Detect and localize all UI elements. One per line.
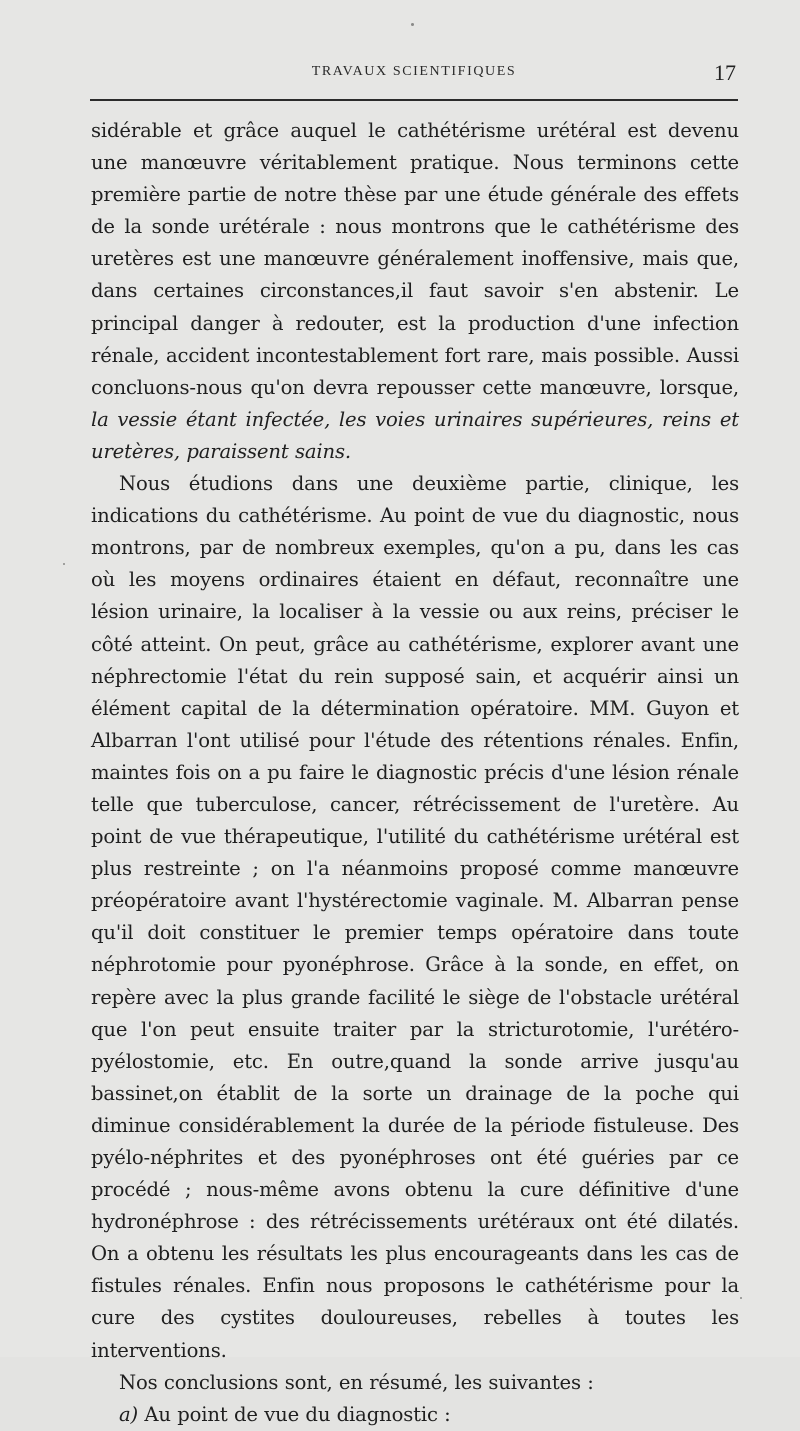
- header-rule: [90, 99, 738, 101]
- paper-speck: [411, 23, 414, 26]
- paragraph-continuation: [91, 115, 739, 468]
- paragraph-conclusions-intro: Nos conclusions sont, en résumé, les suivantes :: [119, 1370, 594, 1394]
- list-marker: a): [119, 1402, 139, 1426]
- page-number: 17: [714, 60, 736, 85]
- list-item-diagnostic: [91, 1399, 739, 1431]
- running-title: TRAVAUX SCIENTIFIQUES: [311, 64, 517, 79]
- paragraph-clinical-indications: Nous étudions dans une deuxième partie, clinique, les indications du cathétérisme. Au point de vue du diagnostic, nous montrons, par de nombreux exemples, qu'on a pu, dans les cas où les moyens ordinaires étaient en défaut, reconnaître une lésion urinaire, la localiser à la vessie ou aux reins, préciser le côté atteint. On peut, grâce au cathétérisme, explorer avant une néphrectomie l'état du rein supposé sain, et acquérir ainsi un élément capital de la détermination opératoire. MM. Guyon et Albarran l'ont utilisé pour l'étude des rétentions rénales. Enfin, maintes fois on a pu faire le diagnostic précis d'une lésion rénale telle que tuberculose, cancer, rétrécissement de l'uretère. Au point de vue thérapeutique, l'utilité du cathétérisme urétéral est plus restreinte ; on l'a néanmoins proposé comme manœuvre préopératoire avant l'hystérectomie vaginale. M. Albarran pense qu'il doit constituer le premier temps opératoire dans toute néphrotomie pour pyonéphrose. Grâce à la sonde, en effet, on repère avec la plus grande facilité le siège de l'obstacle urétéral que l'on peut ensuite traiter par la stricturotomie, l'urétéro-pyélostomie, etc. En outre,quand la sonde arrive jusqu'au bassinet,on établit de la sorte un drainage de la poche qui diminue considérablement la durée de la période fistuleuse. Des pyélo-néphrites et des pyonéphroses ont été guéries par ce procédé ; nous-même avons obtenu la cure définitive d'une hydronéphrose : des rétrécissements urétéraux ont été dilatés. On a obtenu les résultats les plus encourageants dans les cas de fistules rénales. Enfin nous proposons le cathétérisme pour la cure des cystites douloureuses, rebelles à toutes les interventions.: [91, 472, 739, 1362]
- paragraph-text: sidérable et grâce auquel le cathétérisme urétéral est devenu une manœuvre véritablement pratique. Nous terminons cette première partie de notre thèse par une étude générale des effets de la sonde urétérale : nous montrons que le cathétérisme des uretères est une manœuvre généralement inoffensive, mais que, dans certaines circonstances,il faut savoir s'en abstenir. Le principal danger à redouter, est la production d'une infection rénale, accident incontestablement fort rare, mais possible. Aussi concluons-nous qu'on devra repousser cette manœuvre, lorsque,: [91, 119, 739, 399]
- list-item-text: Au point de vue du diagnostic :: [144, 1402, 451, 1426]
- body-text: [91, 115, 739, 1431]
- paper-speck: [740, 1297, 742, 1299]
- italic-emphasis: la vessie étant infectée, les voies urinaires supérieures, reins et uretères, paraissent sains.: [91, 407, 739, 463]
- paper-speck: [63, 563, 65, 565]
- page-header: [90, 62, 738, 86]
